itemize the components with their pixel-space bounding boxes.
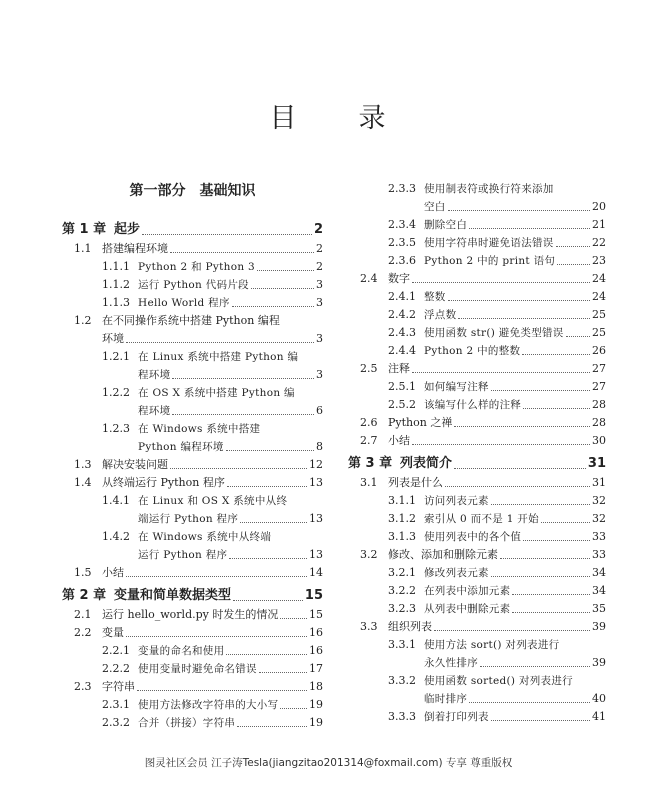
- toc-entry-number: 1.5: [74, 566, 92, 579]
- dot-leader: [523, 539, 590, 541]
- toc-entry-page: 23: [592, 254, 606, 267]
- toc-entry-page: 31: [587, 456, 606, 471]
- toc-entry-label: 使用函数 str() 避免类型错误: [424, 327, 564, 339]
- toc-entry-label: Python 2 中的 print 语句: [424, 255, 556, 267]
- toc-entry-page: 39: [592, 656, 606, 669]
- toc-entry-label: 注释: [388, 362, 410, 375]
- toc-entry-number: 1.2: [74, 314, 92, 327]
- dot-leader: [541, 521, 590, 523]
- dot-leader: [259, 671, 307, 673]
- toc-entry-label: 环境: [102, 332, 124, 345]
- toc-entry-number: 2.2.2: [102, 662, 130, 675]
- toc-entry-number: 3.3.1: [388, 638, 416, 651]
- toc-entry[interactable]: [62, 312, 323, 330]
- toc-entry[interactable]: [62, 510, 323, 528]
- toc-entry[interactable]: [62, 276, 323, 294]
- dot-leader: [412, 371, 590, 373]
- toc-entry-label: 端运行 Python 程序: [138, 513, 239, 525]
- dot-leader: [445, 485, 590, 487]
- toc-entry[interactable]: [62, 546, 323, 564]
- dot-leader: [512, 611, 590, 613]
- toc-entry-number: 1.2.1: [102, 350, 130, 363]
- toc-entry-page: 26: [592, 344, 606, 357]
- toc-entry[interactable]: [348, 636, 606, 654]
- dot-leader: [491, 719, 590, 721]
- toc-entry-label: 倒着打印列表: [424, 711, 489, 723]
- toc-entry-page: 33: [592, 548, 606, 561]
- toc-entry-label: 该编写什么样的注释: [424, 399, 522, 411]
- toc-entry-label: 搭建编程环境: [102, 242, 168, 255]
- dot-leader: [523, 407, 590, 409]
- toc-entry-label: 起步: [114, 222, 141, 237]
- toc-entry[interactable]: [348, 600, 606, 618]
- dot-leader: [137, 689, 307, 691]
- toc-entry-number: 第 1 章: [62, 222, 107, 237]
- dot-leader: [233, 599, 303, 601]
- toc-entry-label: 在不同操作系统中搭建 Python 编程: [102, 314, 280, 327]
- toc-entry-page: 15: [309, 608, 323, 621]
- toc-entry-page: 13: [309, 548, 323, 561]
- toc-entry-label: 在 Windows 系统中从终端: [138, 531, 272, 543]
- toc-entry-page: 27: [592, 380, 606, 393]
- toc-entry[interactable]: [348, 654, 606, 672]
- toc-entry[interactable]: [348, 546, 606, 564]
- dot-leader: [522, 353, 590, 355]
- toc-entry[interactable]: [62, 714, 323, 732]
- toc-entry[interactable]: [348, 492, 606, 510]
- toc-entry-label: 使用变量时避免命名错误: [138, 663, 257, 675]
- toc-entry-label: 如何编写注释: [424, 381, 489, 393]
- toc-entry-number: 3.1.3: [388, 530, 416, 543]
- toc-entry[interactable]: [62, 696, 323, 714]
- toc-entry-number: 2.3.6: [388, 254, 416, 267]
- toc-entry-page: 24: [592, 272, 606, 285]
- toc-entry-page: 25: [592, 326, 606, 339]
- toc-entry[interactable]: [348, 234, 606, 252]
- toc-entry[interactable]: [62, 624, 323, 642]
- toc-entry-label: 变量和简单数据类型: [114, 588, 232, 603]
- toc-entry-page: 27: [592, 362, 606, 375]
- toc-entry[interactable]: [348, 342, 606, 360]
- toc-entry-number: 2.4: [360, 272, 378, 285]
- dot-leader: [170, 251, 314, 253]
- title-char-1: 目: [269, 103, 299, 134]
- toc-entry[interactable]: [62, 420, 323, 438]
- dot-leader: [280, 617, 307, 619]
- part-title: 第一部分 基础知识: [129, 183, 256, 199]
- dot-leader: [448, 299, 590, 301]
- toc-entry-label: 运行 Python 代码片段: [138, 279, 249, 291]
- dot-leader: [172, 377, 314, 379]
- dot-leader: [412, 443, 590, 445]
- toc-entry[interactable]: [348, 672, 606, 690]
- toc-entry[interactable]: [62, 606, 323, 624]
- toc-entry[interactable]: [348, 528, 606, 546]
- toc-entry-label: 小结: [388, 434, 410, 447]
- dot-leader: [226, 653, 307, 655]
- toc-chapter-entry[interactable]: [348, 450, 606, 474]
- toc-entry-label: 使用函数 sorted() 对列表进行: [424, 675, 573, 687]
- toc-entry-page: 17: [309, 662, 323, 675]
- toc-entry-label: Python 2 中的整数: [424, 345, 521, 357]
- dot-leader: [434, 629, 590, 631]
- dot-leader: [454, 425, 590, 427]
- toc-entry[interactable]: [348, 414, 606, 432]
- dot-leader: [237, 725, 307, 727]
- toc-entry-page: 40: [592, 692, 606, 705]
- toc-entry-number: 2.5: [360, 362, 378, 375]
- toc-entry[interactable]: [348, 564, 606, 582]
- dot-leader: [412, 281, 590, 283]
- toc-entry-label: 使用方法 sort() 对列表进行: [424, 639, 560, 651]
- title-char-2: 录: [358, 103, 388, 134]
- toc-entry-page: 2: [313, 222, 323, 237]
- toc-entry[interactable]: [348, 270, 606, 288]
- toc-entry-label: 访问列表元素: [424, 495, 489, 507]
- toc-entry[interactable]: [348, 324, 606, 342]
- toc-entry[interactable]: [348, 198, 606, 216]
- dot-leader: [458, 317, 590, 319]
- toc-entry-label: 变量: [102, 626, 124, 639]
- toc-entry[interactable]: [62, 402, 323, 420]
- toc-entry-page: 21: [592, 218, 606, 231]
- toc-entry[interactable]: [348, 396, 606, 414]
- toc-entry-number: 2.4.4: [388, 344, 416, 357]
- toc-entry[interactable]: [62, 438, 323, 456]
- toc-entry-number: 2.5.2: [388, 398, 416, 411]
- toc-chapter-entry[interactable]: [62, 582, 323, 606]
- toc-entry[interactable]: [62, 348, 323, 366]
- toc-entry[interactable]: [348, 432, 606, 450]
- toc-entry-label: 从列表中删除元素: [424, 603, 511, 615]
- toc-entry-number: 第 3 章: [348, 456, 393, 471]
- toc-entry[interactable]: [62, 456, 323, 474]
- toc-entry-page: 22: [592, 236, 606, 249]
- dot-leader: [172, 413, 314, 415]
- toc-entry-number: 1.1.3: [102, 296, 130, 309]
- toc-entry-number: 2.2.1: [102, 644, 130, 657]
- page-title: [0, 96, 657, 135]
- dot-leader: [232, 305, 314, 307]
- dot-leader: [229, 557, 307, 559]
- toc-entry-page: 32: [592, 512, 606, 525]
- toc-entry-page: 13: [309, 512, 323, 525]
- toc-entry-page: 41: [592, 710, 606, 723]
- toc-entry-number: 3.2.1: [388, 566, 416, 579]
- dot-leader: [480, 665, 590, 667]
- toc-entry[interactable]: [62, 660, 323, 678]
- toc-entry-label: 永久性排序: [424, 657, 478, 669]
- toc-left-column: [62, 180, 323, 732]
- toc-entry-page: 6: [316, 404, 323, 417]
- toc-entry-label: 浮点数: [424, 309, 457, 321]
- toc-entry-label: 使用制表符或换行符来添加: [424, 183, 554, 195]
- toc-entry-number: 2.4.1: [388, 290, 416, 303]
- toc-entry-number: 1.4.2: [102, 530, 130, 543]
- toc-entry[interactable]: [348, 252, 606, 270]
- toc-entry-page: 32: [592, 494, 606, 507]
- toc-entry-number: 3.1: [360, 476, 378, 489]
- toc-entry[interactable]: [348, 690, 606, 708]
- toc-entry[interactable]: [62, 330, 323, 348]
- toc-entry[interactable]: [62, 366, 323, 384]
- toc-entry-label: 修改列表元素: [424, 567, 489, 579]
- dot-leader: [512, 593, 590, 595]
- toc-entry-number: 1.3: [74, 458, 92, 471]
- toc-entry-number: 1.1.1: [102, 260, 130, 273]
- toc-entry-number: 3.3.2: [388, 674, 416, 687]
- toc-entry-label: 数字: [388, 272, 410, 285]
- toc-entry-number: 1.4.1: [102, 494, 130, 507]
- toc-entry[interactable]: [62, 528, 323, 546]
- toc-entry-label: 解决安装问题: [102, 458, 168, 471]
- dot-leader: [227, 485, 307, 487]
- toc-entry[interactable]: [348, 378, 606, 396]
- footer-watermark: 图灵社区会员 江子涛Tesla(jiangzitao201314@foxmail.com) 专享 尊重版权: [144, 757, 513, 769]
- toc-entry-page: 35: [592, 602, 606, 615]
- toc-entry[interactable]: [348, 618, 606, 636]
- toc-entry-page: 15: [304, 588, 323, 603]
- toc-entry-page: 3: [316, 296, 323, 309]
- toc-entry-number: 3.3.3: [388, 710, 416, 723]
- dot-leader: [280, 707, 307, 709]
- toc-entry-number: 2.6: [360, 416, 378, 429]
- toc-entry-page: 28: [592, 416, 606, 429]
- dot-leader: [126, 341, 314, 343]
- toc-entry[interactable]: [62, 564, 323, 582]
- toc-entry[interactable]: [348, 180, 606, 198]
- toc-entry-label: 使用列表中的各个值: [424, 531, 522, 543]
- toc-entry-number: 3.1.2: [388, 512, 416, 525]
- toc-entry-label: 组织列表: [388, 620, 432, 633]
- toc-entry-number: 2.3.3: [388, 182, 416, 195]
- toc-entry-label: Python 之禅: [388, 416, 453, 429]
- toc-entry-label: 整数: [424, 291, 446, 303]
- toc-entry-label: 程环境: [138, 405, 171, 417]
- toc-entry-page: 14: [309, 566, 323, 579]
- toc-entry-label: 运行 Python 程序: [138, 549, 228, 561]
- toc-entry-label: Hello World 程序: [138, 297, 230, 309]
- toc-entry[interactable]: [62, 294, 323, 312]
- toc-entry-number: 1.1: [74, 242, 92, 255]
- toc-entry-number: 2.3: [74, 680, 92, 693]
- toc-entry-number: 1.4: [74, 476, 92, 489]
- toc-entry[interactable]: [62, 258, 323, 276]
- dot-leader: [142, 233, 312, 235]
- toc-entry[interactable]: [348, 510, 606, 528]
- toc-entry-label: 使用字符串时避免语法错误: [424, 237, 554, 249]
- dot-leader: [448, 209, 590, 211]
- dot-leader: [557, 263, 590, 265]
- dot-leader: [226, 449, 314, 451]
- toc-entry-number: 2.4.3: [388, 326, 416, 339]
- toc-entry-label: 空白: [424, 201, 446, 213]
- toc-entry-number: 3.2.2: [388, 584, 416, 597]
- toc-entry-label: 字符串: [102, 680, 135, 693]
- toc-entry-page: 3: [316, 278, 323, 291]
- toc-entry[interactable]: [348, 216, 606, 234]
- toc-entry[interactable]: [62, 642, 323, 660]
- toc-entry-page: 31: [592, 476, 606, 489]
- toc-entry-number: 3.2: [360, 548, 378, 561]
- toc-entry-label: 删除空白: [424, 219, 468, 231]
- toc-entry-number: 3.3: [360, 620, 378, 633]
- toc-entry-label: Python 编程环境: [138, 441, 224, 453]
- dot-leader: [240, 521, 307, 523]
- toc-entry[interactable]: [348, 474, 606, 492]
- toc-entry-label: Python 2 和 Python 3: [138, 261, 256, 273]
- dot-leader: [491, 503, 590, 505]
- toc-entry-number: 3.2.3: [388, 602, 416, 615]
- toc-entry-label: 在 Linux 和 OS X 系统中从终: [138, 495, 288, 507]
- toc-entry-label: 在列表中添加元素: [424, 585, 511, 597]
- toc-entry-page: 20: [592, 200, 606, 213]
- toc-entry-page: 19: [309, 698, 323, 711]
- toc-entry-page: 8: [316, 440, 323, 453]
- toc-entry-number: 2.4.2: [388, 308, 416, 321]
- toc-entry-label: 小结: [102, 566, 124, 579]
- toc-entry-number: 1.2.2: [102, 386, 130, 399]
- toc-entry-page: 33: [592, 530, 606, 543]
- toc-entry-label: 合并（拼接）字符串: [138, 717, 236, 729]
- toc-entry[interactable]: [348, 306, 606, 324]
- toc-entry-label: 列表是什么: [388, 476, 443, 489]
- toc-right-column: [348, 180, 606, 726]
- toc-entry[interactable]: [62, 678, 323, 696]
- toc-entry-label: 索引从 0 而不是 1 开始: [424, 513, 539, 525]
- dot-leader: [126, 635, 307, 637]
- toc-entry-label: 修改、添加和删除元素: [388, 548, 498, 561]
- toc-entry-page: 30: [592, 434, 606, 447]
- toc-chapter-entry[interactable]: [62, 216, 323, 240]
- toc-entry-page: 18: [309, 680, 323, 693]
- toc-entry[interactable]: [62, 240, 323, 258]
- toc-entry-page: 3: [316, 332, 323, 345]
- toc-entry-number: 2.3.4: [388, 218, 416, 231]
- toc-entry-number: 2.5.1: [388, 380, 416, 393]
- toc-entry-page: 34: [592, 584, 606, 597]
- dot-leader: [500, 557, 590, 559]
- toc-entry-label: 运行 hello_world.py 时发生的情况: [102, 608, 279, 621]
- toc-entry-page: 25: [592, 308, 606, 321]
- dot-leader: [454, 467, 586, 469]
- toc-entry-page: 39: [592, 620, 606, 633]
- toc-entry-label: 临时排序: [424, 693, 468, 705]
- toc-entry[interactable]: [348, 288, 606, 306]
- toc-entry-number: 2.1: [74, 608, 92, 621]
- dot-leader: [491, 575, 590, 577]
- toc-entry-number: 2.3.2: [102, 716, 130, 729]
- toc-entry-number: 2.2: [74, 626, 92, 639]
- toc-entry-page: 28: [592, 398, 606, 411]
- toc-entry-number: 2.7: [360, 434, 378, 447]
- toc-entry-page: 34: [592, 566, 606, 579]
- toc-entry-label: 从终端运行 Python 程序: [102, 476, 225, 489]
- toc-entry-number: 1.1.2: [102, 278, 130, 291]
- toc-entry-page: 2: [316, 260, 323, 273]
- toc-entry-number: 1.2.3: [102, 422, 130, 435]
- dot-leader: [126, 575, 307, 577]
- dot-leader: [469, 701, 590, 703]
- toc-entry[interactable]: [348, 708, 606, 726]
- toc-entry-number: 2.3.1: [102, 698, 130, 711]
- dot-leader: [251, 287, 314, 289]
- toc-entry-label: 在 Linux 系统中搭建 Python 编: [138, 351, 299, 363]
- toc-entry-page: 3: [316, 368, 323, 381]
- toc-entry-number: 3.1.1: [388, 494, 416, 507]
- toc-entry-label: 列表简介: [400, 456, 453, 471]
- toc-entry-page: 24: [592, 290, 606, 303]
- toc-entry-page: 16: [309, 626, 323, 639]
- toc-entry-number: 第 2 章: [62, 588, 107, 603]
- dot-leader: [491, 389, 590, 391]
- toc-entry-page: 19: [309, 716, 323, 729]
- dot-leader: [170, 467, 307, 469]
- toc-entry-label: 变量的命名和使用: [138, 645, 225, 657]
- toc-entry-page: 2: [316, 242, 323, 255]
- toc-entry[interactable]: [62, 474, 323, 492]
- toc-entry[interactable]: [62, 492, 323, 510]
- toc-entry-number: 2.3.5: [388, 236, 416, 249]
- toc-entry[interactable]: [348, 582, 606, 600]
- toc-entry[interactable]: [62, 384, 323, 402]
- toc-entry-page: 12: [309, 458, 323, 471]
- dot-leader: [566, 335, 590, 337]
- toc-entry[interactable]: [348, 360, 606, 378]
- toc-entry-page: 16: [309, 644, 323, 657]
- toc-entry-label: 在 OS X 系统中搭建 Python 编: [138, 387, 295, 399]
- dot-leader: [257, 269, 314, 271]
- dot-leader: [469, 227, 590, 229]
- toc-entry-page: 13: [309, 476, 323, 489]
- toc-entry-label: 程环境: [138, 369, 171, 381]
- toc-entry-label: 在 Windows 系统中搭建: [138, 423, 261, 435]
- toc-entry-label: 使用方法修改字符串的大小写: [138, 699, 279, 711]
- dot-leader: [556, 245, 590, 247]
